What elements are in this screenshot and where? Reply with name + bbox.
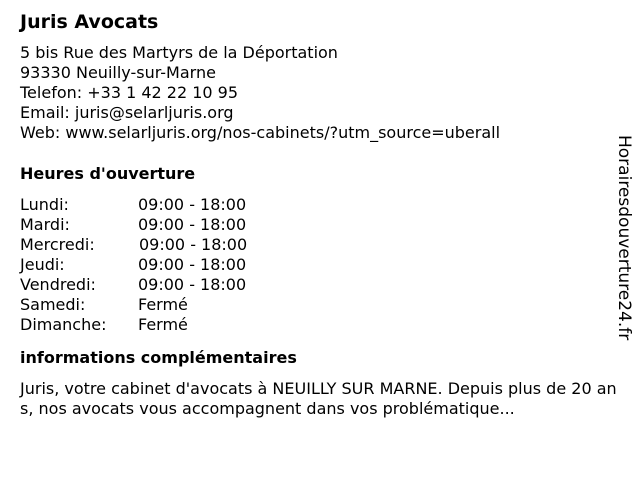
hours-day: Dimanche:: [20, 315, 107, 334]
hours-time: 09:00 - 18:00: [138, 255, 247, 274]
site-watermark: Horairesdouverture24.fr: [614, 135, 634, 341]
business-card: [20, 10, 622, 419]
info-heading: informations complémentaires: [20, 348, 297, 367]
hours-day: Samedi:: [20, 295, 86, 314]
hours-time: 09:00 - 18:00: [139, 235, 248, 254]
hours-row-thursday: [20, 255, 622, 275]
hours-time: 09:00 - 18:00: [138, 275, 247, 294]
address-line-1: 5 bis Rue des Martyrs de la Déportation: [20, 43, 338, 62]
hours-day: Vendredi:: [20, 275, 96, 294]
business-name: Juris Avocats: [20, 11, 159, 33]
hours-row-wednesday: [20, 235, 622, 255]
contact-block: [20, 43, 622, 143]
hours-time: Fermé: [138, 295, 188, 314]
hours-day: Mardi:: [20, 215, 70, 234]
hours-row-friday: [20, 275, 622, 295]
address-line-2: 93330 Neuilly-sur-Marne: [20, 63, 216, 82]
web-line: Web: www.selarljuris.org/nos-cabinets/?utm_source=uberall: [20, 123, 501, 142]
info-description: Juris, votre cabinet d'avocats à NEUILLY SUR MARNE. Depuis plus de 20 ans, nos avocats vous accompagnent dans vos problématique...: [20, 379, 617, 418]
hours-day: Mercredi:: [20, 235, 95, 254]
hours-row-tuesday: [20, 215, 622, 235]
hours-heading: Heures d'ouverture: [20, 164, 196, 183]
hours-day: Lundi:: [20, 195, 69, 214]
hours-table: [20, 195, 622, 335]
hours-time: Fermé: [138, 315, 188, 334]
hours-row-saturday: [20, 295, 622, 315]
hours-time: 09:00 - 18:00: [138, 195, 247, 214]
phone-line: Telefon: +33 1 42 22 10 95: [20, 83, 239, 102]
email-line: Email: juris@selarljuris.org: [20, 103, 234, 122]
hours-time: 09:00 - 18:00: [138, 215, 247, 234]
hours-row-sunday: [20, 315, 622, 335]
hours-day: Jeudi:: [20, 255, 65, 274]
hours-row-monday: [20, 195, 622, 215]
